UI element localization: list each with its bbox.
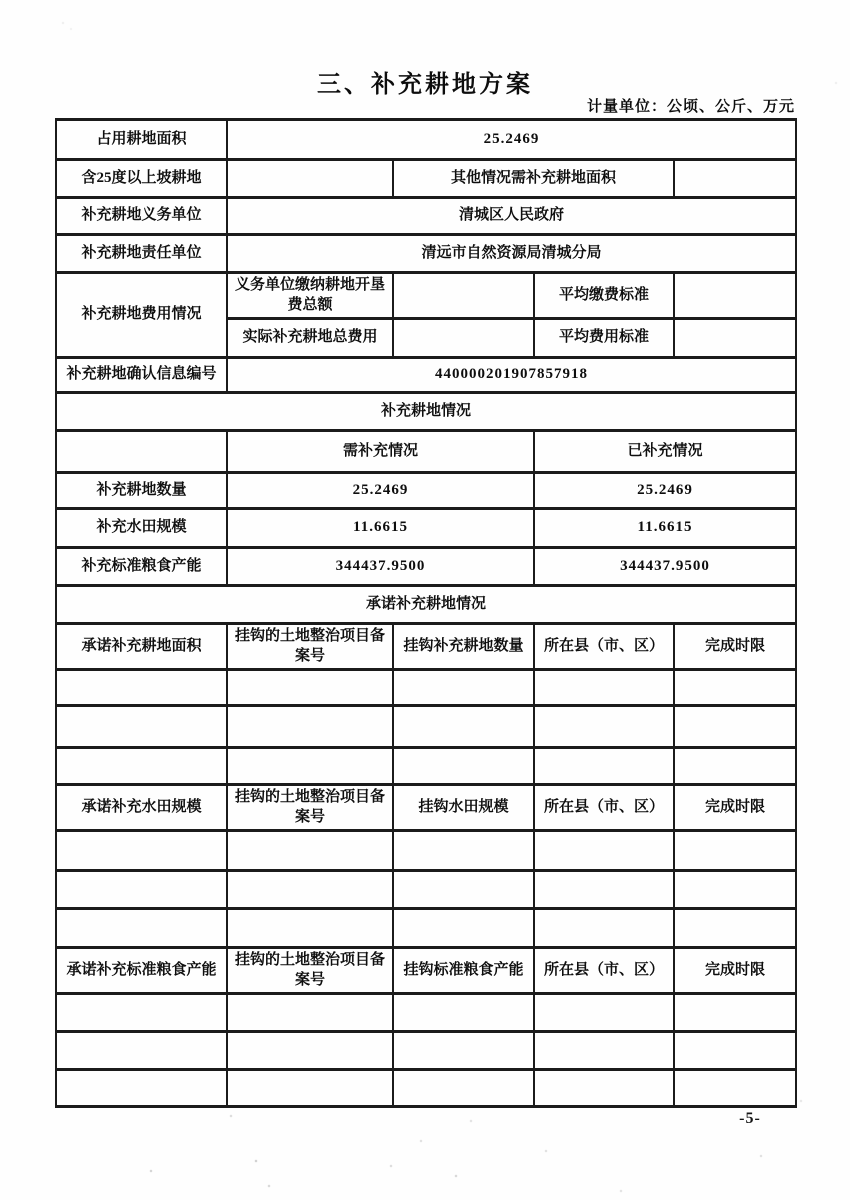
table-row — [56, 473, 796, 509]
obligation-unit-value: 清城区人民政府 — [227, 198, 796, 235]
promise-area-quantity-label: 挂钩补充耕地数量 — [393, 624, 534, 670]
table-row — [56, 785, 796, 831]
empty-cell — [393, 706, 534, 748]
empty-cell — [674, 670, 796, 706]
promise-area-project-label: 挂钩的土地整治项目备案号 — [227, 624, 393, 670]
occupied-area-label: 占用耕地面积 — [56, 120, 227, 160]
avg-pay-standard-value — [674, 273, 796, 319]
empty-cell — [534, 1070, 674, 1107]
empty-cell — [674, 831, 796, 871]
paddy-need-value: 11.6615 — [227, 509, 534, 548]
done-column-header: 已补充情况 — [534, 431, 796, 473]
empty-cell — [393, 994, 534, 1032]
measurement-unit-note: 计量单位：公顷、公斤、万元 — [586, 99, 795, 115]
table-row — [56, 909, 796, 948]
empty-cell — [674, 1070, 796, 1107]
empty-cell — [227, 831, 393, 871]
empty-cell — [534, 994, 674, 1032]
promise-grain-deadline-label: 完成时限 — [674, 948, 796, 994]
empty-cell — [56, 706, 227, 748]
promise-paddy-scale-label: 挂钩水田规模 — [393, 785, 534, 831]
table-row — [56, 948, 796, 994]
obligation-unit-label: 补充耕地义务单位 — [56, 198, 227, 235]
slope-land-value — [227, 160, 393, 198]
other-need-label: 其他情况需补充耕地面积 — [393, 160, 674, 198]
promise-grain-capacity-label: 挂钩标准粮食产能 — [393, 948, 534, 994]
empty-cell — [56, 1032, 227, 1070]
empty-cell — [56, 871, 227, 909]
empty-cell — [393, 748, 534, 785]
empty-cell — [674, 1032, 796, 1070]
promise-paddy-county-label: 所在县（市、区） — [534, 785, 674, 831]
actual-fee-value — [393, 319, 534, 358]
empty-cell — [674, 871, 796, 909]
empty-cell — [393, 831, 534, 871]
table-row — [56, 548, 796, 586]
promise-area-deadline-label: 完成时限 — [674, 624, 796, 670]
promise-grain-label: 承诺补充标准粮食产能 — [56, 948, 227, 994]
grain-done-value: 344437.9500 — [534, 548, 796, 586]
need-column-header: 需补充情况 — [227, 431, 534, 473]
empty-cell — [227, 871, 393, 909]
avg-cost-standard-value — [674, 319, 796, 358]
page-title: 三、补充耕地方案 — [317, 71, 533, 98]
empty-cell — [393, 1070, 534, 1107]
empty-cell — [534, 909, 674, 948]
promise-paddy-label: 承诺补充水田规模 — [56, 785, 227, 831]
empty-cell — [534, 871, 674, 909]
fee-section-label: 补充耕地费用情况 — [56, 273, 227, 358]
confirm-number-value: 440000201907857918 — [227, 358, 796, 393]
empty-cell — [227, 1032, 393, 1070]
table-row — [56, 748, 796, 785]
table-row — [56, 994, 796, 1032]
empty-cell — [227, 909, 393, 948]
responsible-unit-value: 清远市自然资源局清城分局 — [227, 235, 796, 273]
paddy-done-value: 11.6615 — [534, 509, 796, 548]
table-row — [56, 1032, 796, 1070]
page-number: -5- — [739, 1110, 761, 1127]
empty-cell — [674, 748, 796, 785]
empty-cell — [393, 909, 534, 948]
quantity-done-value: 25.2469 — [534, 473, 796, 509]
supplement-cultivated-land-form — [55, 118, 797, 1108]
empty-cell — [393, 871, 534, 909]
empty-cell — [56, 909, 227, 948]
table-row — [56, 1070, 796, 1107]
empty-cell — [674, 706, 796, 748]
table-row — [56, 831, 796, 871]
promise-paddy-deadline-label: 完成时限 — [674, 785, 796, 831]
empty-cell — [227, 748, 393, 785]
quantity-need-value: 25.2469 — [227, 473, 534, 509]
table-row — [56, 706, 796, 748]
empty-cell — [674, 909, 796, 948]
promise-area-county-label: 所在县（市、区） — [534, 624, 674, 670]
empty-cell — [227, 670, 393, 706]
situation-section-header: 补充耕地情况 — [56, 393, 796, 431]
quantity-label: 补充耕地数量 — [56, 473, 227, 509]
empty-cell — [56, 670, 227, 706]
promise-section-header: 承诺补充耕地情况 — [56, 586, 796, 624]
promise-grain-project-label: 挂钩的土地整治项目备案号 — [227, 948, 393, 994]
grain-capacity-label: 补充标准粮食产能 — [56, 548, 227, 586]
table-row — [56, 624, 796, 670]
empty-cell — [56, 831, 227, 871]
occupied-area-value: 25.2469 — [227, 120, 796, 160]
avg-cost-standard-label: 平均费用标准 — [534, 319, 674, 358]
other-need-value — [674, 160, 796, 198]
scan-noise-speckles — [0, 0, 2, 2]
empty-cell — [227, 994, 393, 1032]
empty-cell — [534, 706, 674, 748]
grain-need-value: 344437.9500 — [227, 548, 534, 586]
responsible-unit-label: 补充耕地责任单位 — [56, 235, 227, 273]
confirm-number-label: 补充耕地确认信息编号 — [56, 358, 227, 393]
empty-cell — [227, 706, 393, 748]
empty-cell — [56, 748, 227, 785]
empty-cell — [56, 431, 227, 473]
slope-land-label: 含25度以上坡耕地 — [56, 160, 227, 198]
paddy-label: 补充水田规模 — [56, 509, 227, 548]
promise-area-label: 承诺补充耕地面积 — [56, 624, 227, 670]
actual-fee-label: 实际补充耕地总费用 — [227, 319, 393, 358]
empty-cell — [534, 831, 674, 871]
avg-pay-standard-label: 平均缴费标准 — [534, 273, 674, 319]
table-row — [56, 670, 796, 706]
empty-cell — [227, 1070, 393, 1107]
promise-paddy-project-label: 挂钩的土地整治项目备案号 — [227, 785, 393, 831]
promise-grain-county-label: 所在县（市、区） — [534, 948, 674, 994]
table-row — [56, 871, 796, 909]
fee-paid-value — [393, 273, 534, 319]
empty-cell — [393, 670, 534, 706]
empty-cell — [674, 994, 796, 1032]
empty-cell — [393, 1032, 534, 1070]
empty-cell — [56, 1070, 227, 1107]
table-row — [56, 509, 796, 548]
empty-cell — [534, 748, 674, 785]
fee-paid-label: 义务单位缴纳耕地开垦费总额 — [227, 273, 393, 319]
empty-cell — [534, 1032, 674, 1070]
empty-cell — [56, 994, 227, 1032]
empty-cell — [534, 670, 674, 706]
